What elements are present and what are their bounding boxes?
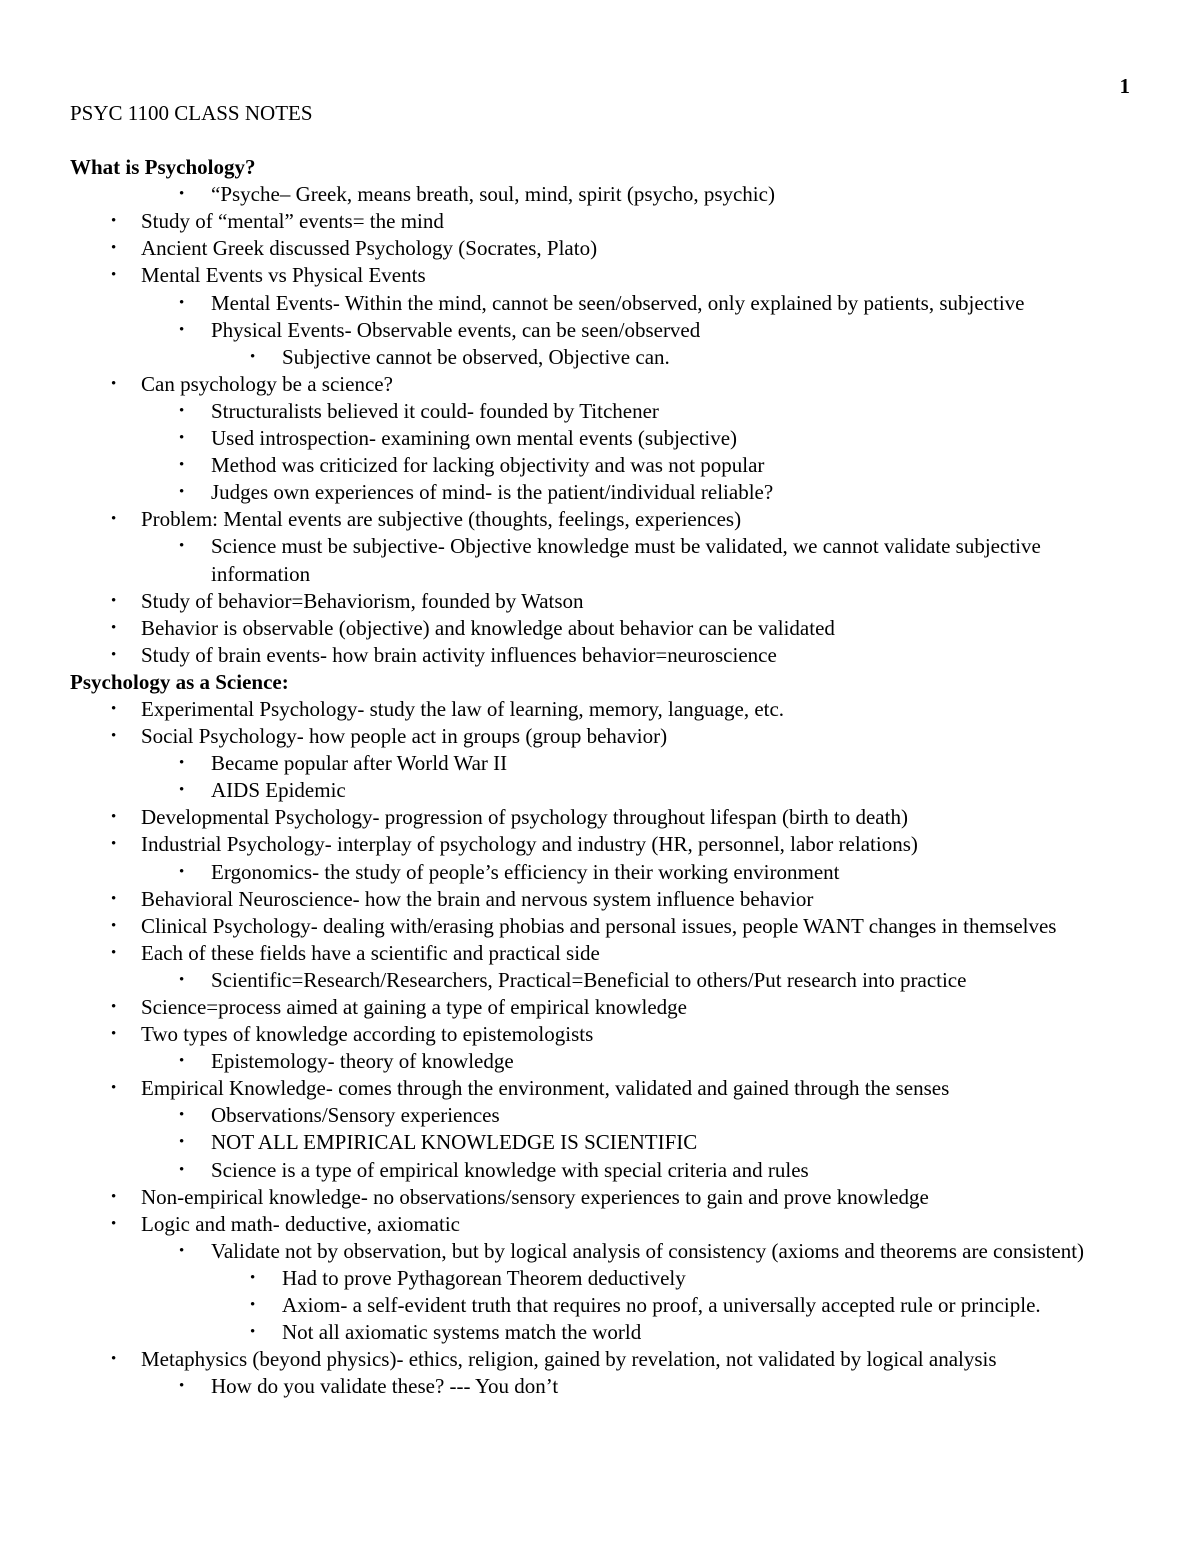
bullet-item [70,452,1140,479]
bullet-item [70,181,1140,208]
bullet-icon: • [111,1351,117,1368]
bullet-item [70,208,1140,235]
bullet-text: Industrial Psychology- interplay of psychology and industry (HR, personnel, labor relations) [141,832,918,857]
bullet-item [70,425,1140,452]
bullet-text: Validate not by observation, but by logical analysis of consistency (axioms and theorems are consistent) [211,1238,1085,1263]
bullet-item [70,290,1140,317]
bullet-item [70,479,1140,506]
bullet-item [70,1075,1140,1102]
bullet-icon: • [111,267,117,284]
bullet-text: Can psychology be a science? [141,371,393,396]
bullet-text: Empirical Knowledge- comes through the environment, validated and gained through the senses [141,1076,950,1101]
bullet-item [70,913,1140,940]
class-notes-document [70,100,1140,1400]
bullet-icon: • [179,1053,185,1070]
bullet-icon: • [111,700,117,717]
bullet-icon: • [111,619,117,636]
bullet-text: Science=process aimed at gaining a type of empirical knowledge [141,995,687,1019]
bullet-text: NOT ALL EMPIRICAL KNOWLEDGE IS SCIENTIFIC [211,1130,698,1155]
bullet-item [70,1292,1140,1319]
bullet-item [70,398,1140,425]
bullet-icon: • [111,917,117,934]
bullet-item [70,1048,1140,1075]
bullet-icon: • [111,999,117,1015]
bullet-text: Study of “mental” events= the mind [141,209,444,234]
bullet-text: Became popular after World War II [211,751,508,776]
bullet-icon: • [179,457,185,474]
bullet-icon: • [111,511,117,528]
bullet-icon: • [250,1324,256,1341]
bullet-text: “Psyche– Greek, means breath, soul, mind, spirit (psycho, psychic) [211,182,775,207]
bullet-icon: • [179,538,185,555]
bullet-item [70,859,1140,886]
bullet-item [70,723,1140,750]
bullet-text: Ancient Greek discussed Psychology (Socrates, Plato) [141,236,598,261]
bullet-text: How do you validate these? --- You don’t [211,1374,559,1399]
bullet-text: Structuralists believed it could- founded by Titchener [211,398,659,423]
bullet-icon: • [111,592,117,609]
bullet-icon: • [179,1107,185,1124]
bullet-item [70,1129,1140,1156]
bullet-item [70,777,1140,804]
bullet-item [70,940,1140,967]
bullet-item [70,262,1140,289]
bullet-text: Each of these fields have a scientific and practical side [141,940,600,965]
bullet-icon: • [111,836,117,853]
bullet-item [70,1319,1140,1346]
bullet-item [70,1102,1140,1129]
bullet-text: Science must be subjective- Objective knowledge must be validated, we cannot validate subjective information [211,534,1041,586]
bullet-text: Mental Events- Within the mind, cannot be seen/observed, only explained by patients, subjective [211,290,1025,315]
bullet-icon: • [111,240,117,257]
bullet-icon: • [111,213,117,230]
bullet-item [70,1346,1140,1373]
bullet-text: Behavior is observable (objective) and knowledge about behavior can be validated [141,615,835,640]
bullet-text: Mental Events vs Physical Events [141,263,426,288]
bullet-icon: • [179,782,185,799]
bullet-icon: • [179,402,185,419]
bullet-item [70,886,1140,913]
bullet-text: Study of behavior=Behaviorism, founded by Watson [141,588,584,613]
bullet-icon: • [179,430,185,447]
bullet-text: Problem: Mental events are subjective (thoughts, feelings, experiences) [141,507,742,532]
bullet-text: Used introspection- examining own mental events (subjective) [211,426,738,451]
bullet-icon: • [179,321,185,338]
bullet-item [70,696,1140,723]
document-title: PSYC 1100 CLASS NOTES [70,101,313,125]
bullet-icon: • [250,348,256,365]
bullet-text: Judges own experiences of mind- is the patient/individual reliable? [211,480,774,505]
bullet-item [70,831,1140,858]
bullet-item [70,1373,1140,1400]
bullet-item [70,1021,1140,1048]
notes-body [70,154,1140,1400]
bullet-text: Ergonomics- the study of people’s efficiency in their working environment [211,859,840,884]
bullet-item [70,1184,1140,1211]
bullet-item [70,588,1140,615]
bullet-icon: • [111,646,117,663]
bullet-text: Subjective cannot be observed, Objective can. [282,344,670,369]
bullet-item [70,642,1140,669]
bullet-icon: • [250,1297,256,1314]
bullet-text: Observations/Sensory experiences [211,1103,500,1128]
bullet-icon: • [179,1378,185,1395]
bullet-icon: • [179,971,185,988]
bullet-item [70,1238,1140,1265]
section-heading: What is Psychology? [70,155,256,180]
bullet-text: Physical Events- Observable events, can be seen/observed [211,317,701,342]
bullet-text: Non-empirical knowledge- no observations/sensory experiences to gain and prove knowledge [141,1184,929,1209]
bullet-item [70,967,1140,994]
bullet-item [70,533,1140,587]
bullet-text: Two types of knowledge according to epistemologists [141,1022,594,1047]
bullet-icon: • [179,1134,185,1151]
bullet-text: Clinical Psychology- dealing with/erasing phobias and personal issues, people WANT changes in themselves [141,913,1057,938]
bullet-icon: • [111,1026,117,1043]
bullet-icon: • [179,186,185,203]
bullet-item [70,1211,1140,1238]
bullet-icon: • [179,294,185,311]
bullet-icon: • [111,728,117,745]
bullet-item [70,994,1140,1021]
bullet-icon: • [179,755,185,772]
bullet-text: Behavioral Neuroscience- how the brain and nervous system influence behavior [141,886,814,911]
bullet-item [70,615,1140,642]
bullet-text: Logic and math- deductive, axiomatic [141,1211,460,1236]
bullet-text: AIDS Epidemic [211,778,346,803]
bullet-text: Had to prove Pythagorean Theorem deductively [282,1265,686,1290]
bullet-icon: • [111,1188,117,1205]
bullet-text: Social Psychology- how people act in groups (group behavior) [141,724,668,749]
bullet-text: Method was criticized for lacking objectivity and was not popular [211,453,765,478]
bullet-text: Not all axiomatic systems match the world [282,1320,642,1345]
bullet-icon: • [179,863,185,880]
bullet-item [70,371,1140,398]
bullet-icon: • [250,1269,256,1286]
section-heading: Psychology as a Science: [70,669,289,694]
bullet-item [70,506,1140,533]
bullet-text: Study of brain events- how brain activity influences behavior=neuroscience [141,642,777,667]
bullet-text: Science is a type of empirical knowledge with special criteria and rules [211,1157,809,1182]
bullet-icon: • [179,1242,185,1259]
bullet-icon: • [111,1080,117,1097]
bullet-text: Epistemology- theory of knowledge [211,1049,514,1074]
bullet-icon: • [111,944,117,961]
page-number: 1 [1119,74,1130,98]
bullet-item [70,344,1140,371]
bullet-text: Experimental Psychology- study the law of learning, memory, language, etc. [141,696,785,721]
bullet-icon: • [179,484,185,501]
bullet-icon: • [111,809,117,826]
bullet-text: Scientific=Research/Researchers, Practical=Beneficial to others/Put research into practice [211,967,967,992]
bullet-text: Metaphysics (beyond physics)- ethics, religion, gained by revelation, not validated by logical analysis [141,1347,997,1372]
bullet-item [70,1265,1140,1292]
bullet-item [70,804,1140,831]
bullet-item [70,1157,1140,1184]
bullet-item [70,750,1140,777]
bullet-icon: • [111,890,117,907]
bullet-icon: • [111,375,117,392]
bullet-item [70,317,1140,344]
bullet-text: Developmental Psychology- progression of psychology throughout lifespan (birth to death) [141,805,908,830]
bullet-text: Axiom- a self-evident truth that requires no proof, a universally accepted rule or principle. [282,1293,1041,1318]
bullet-icon: • [179,1161,185,1178]
bullet-icon: • [111,1215,117,1232]
bullet-item [70,235,1140,262]
